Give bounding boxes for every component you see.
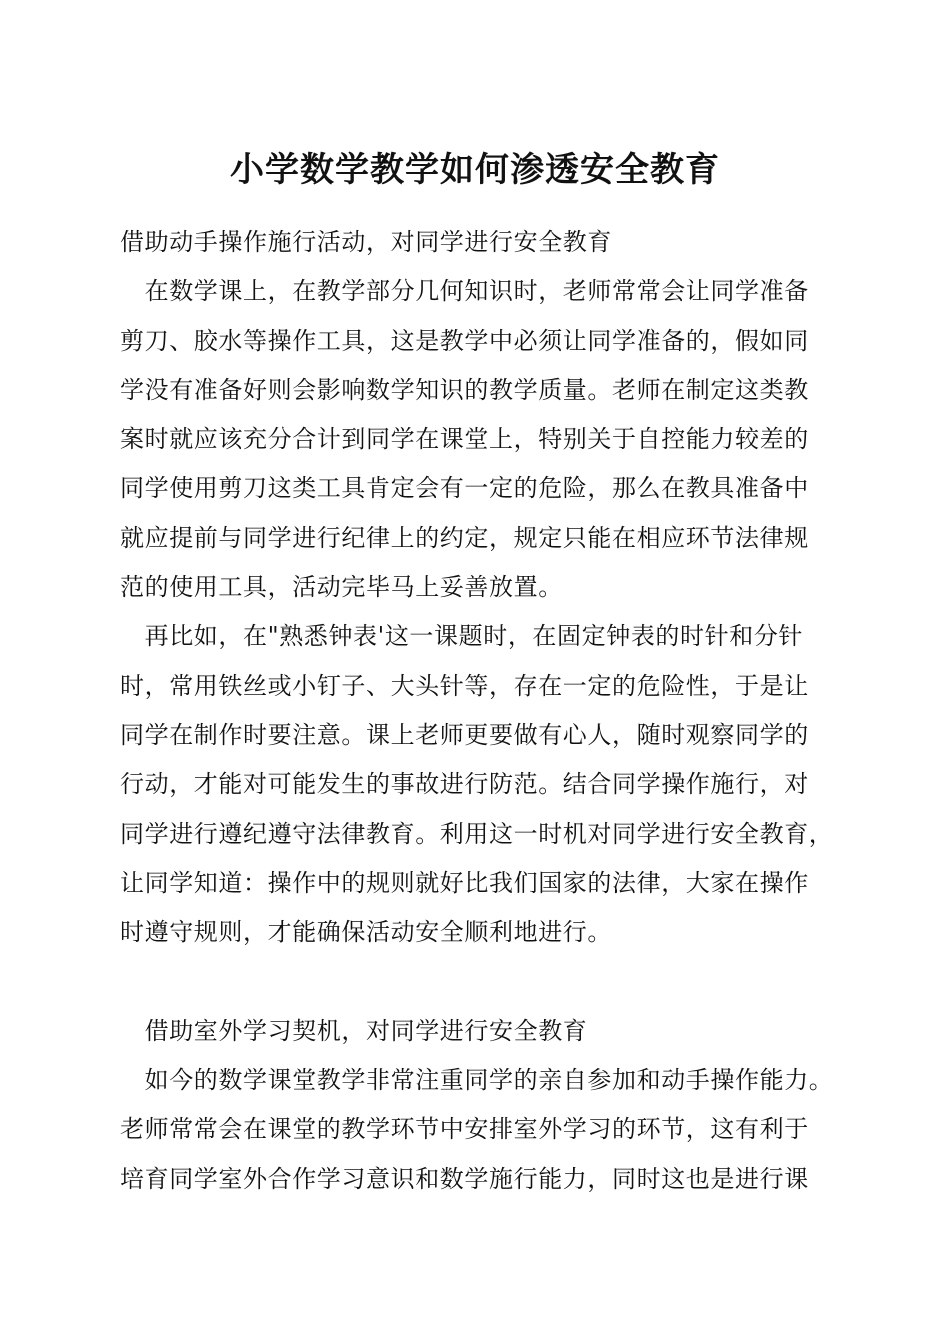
- paragraph-line: 同学进行遵纪遵守法律教育。利用这一时机对同学进行安全教育，: [120, 819, 834, 848]
- paragraph-line: 同学使用剪刀这类工具肯定会有一定的危险，那么在教具准备中: [120, 474, 809, 503]
- paragraph-line: 学没有准备好则会影响数学知识的教学质量。老师在制定这类教: [120, 375, 809, 404]
- blank-line: [120, 957, 835, 1006]
- paragraph-line: 就应提前与同学进行纪律上的约定，规定只能在相应环节法律规: [120, 523, 809, 552]
- paragraph-line: 行动，才能对可能发生的事故进行防范。结合同学操作施行，对: [120, 770, 809, 799]
- paragraph-line: 再比如，在"熟悉钟表'这一课题时，在固定钟表的时针和分针: [120, 622, 804, 651]
- paragraph-line: 如今的数学课堂教学非常注重同学的亲自参加和动手操作能力。: [120, 1066, 834, 1095]
- paragraph-line: 剪刀、胶水等操作工具，这是教学中必须让同学准备的，假如同: [120, 326, 809, 355]
- paragraph-line: 培育同学室外合作学习意识和数学施行能力，同时这也是进行课: [120, 1164, 809, 1193]
- section-heading-1: 借助动手操作施行活动，对同学进行安全教育: [120, 228, 612, 256]
- paragraph-line: 让同学知道：操作中的规则就好比我们国家的法律，大家在操作: [120, 868, 809, 897]
- section-heading-2: 借助室外学习契机，对同学进行安全教育: [120, 1016, 588, 1045]
- paragraph-line: 案时就应该充分合计到同学在课堂上，特别关于自控能力较差的: [120, 425, 809, 454]
- paragraph-line: 在数学课上，在教学部分几何知识时，老师常常会让同学准备: [120, 277, 809, 306]
- paragraph-line: 老师常常会在课堂的教学环节中安排室外学习的环节，这有利于: [120, 1115, 809, 1144]
- paragraph-line: 范的使用工具，活动完毕马上妥善放置。: [120, 573, 563, 602]
- paragraph-line: 时遵守规则，才能确保活动安全顺利地进行。: [120, 918, 612, 947]
- paragraph-line: 同学在制作时要注意。课上老师更要做有心人，随时观察同学的: [120, 720, 809, 749]
- document-body: [120, 218, 835, 1204]
- document-title: 小学数学教学如何渗透安全教育: [230, 150, 720, 190]
- paragraph-line: 时，常用铁丝或小钉子、大头针等，存在一定的危险性，于是让: [120, 671, 809, 700]
